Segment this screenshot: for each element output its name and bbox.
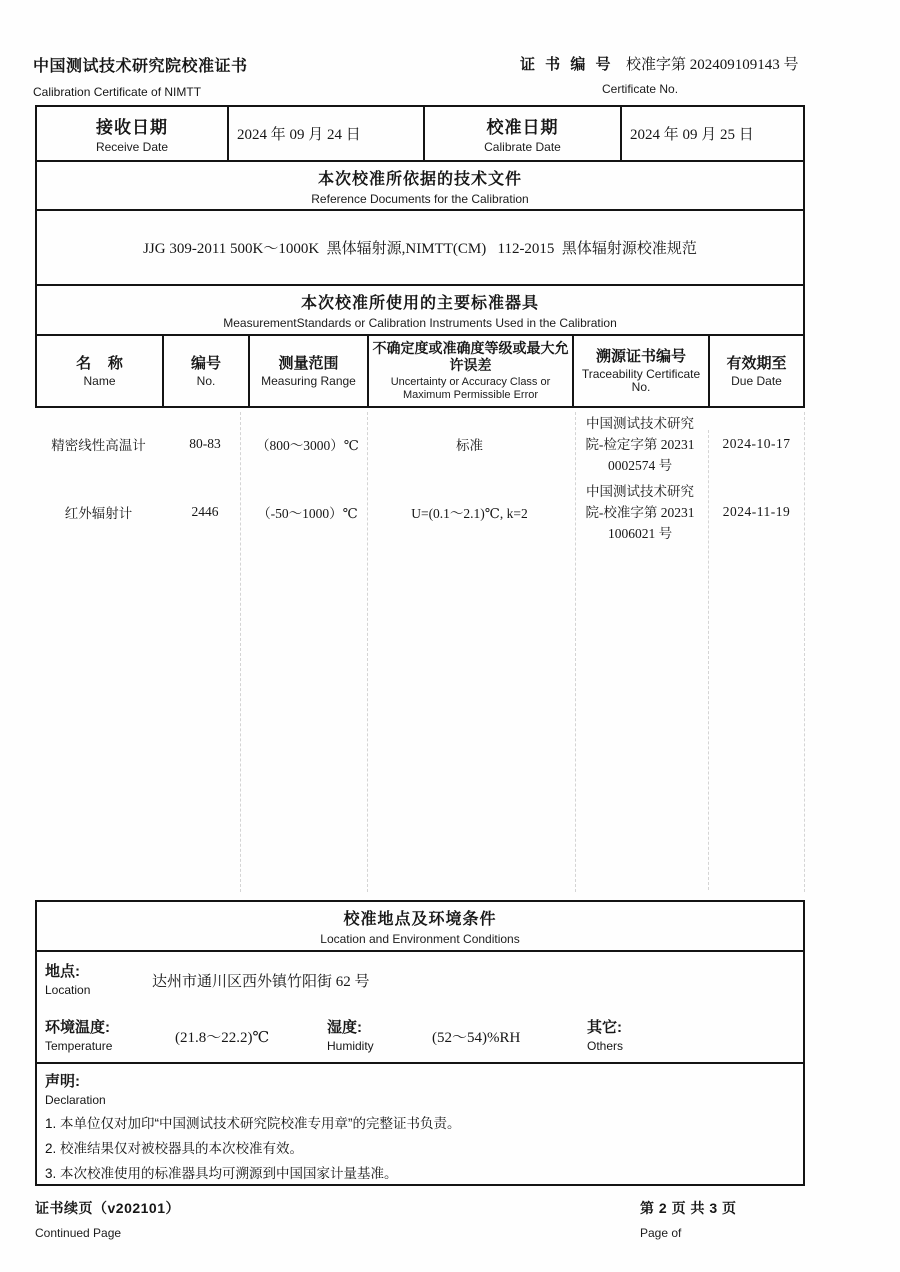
certificate-header-left — [33, 53, 248, 99]
receive-date-label-cell — [37, 107, 229, 160]
location-label: 地点: Location — [45, 963, 91, 997]
environment-row — [37, 1008, 803, 1064]
due-date: 2024-10-17 — [722, 436, 791, 451]
certificate-title-en: Calibration Certificate of NIMTT — [33, 85, 202, 99]
page-footer — [35, 1198, 805, 1254]
certificate-title-cn: 中国测试技术研究院校准证书 — [33, 58, 248, 75]
page-number-cn: 第 2 页 共 3 页 — [640, 1200, 737, 1216]
uncertainty-value: U=(0.1～2.1)℃, k=2 — [411, 506, 528, 521]
standards-title-cn: 本次校准所使用的主要标准器具 — [300, 295, 539, 312]
certificate-no-label-cn: 证 书 编 号 — [520, 56, 614, 73]
certificate-no-line — [520, 53, 870, 74]
calibrate-date-value: 2024 年 09 月 25 日 — [630, 127, 754, 143]
column-header-due-date: 有效期至 Due Date — [726, 354, 787, 388]
scan-artifact-line — [367, 412, 368, 892]
dates-table — [35, 105, 805, 162]
scan-artifact-line — [708, 430, 709, 890]
humidity-value: (52～54)%RH — [432, 1030, 521, 1046]
location-value: 达州市通川区西外镇竹阳街 62 号 — [152, 974, 370, 990]
certificate-header-right — [520, 53, 870, 96]
standards-section-title — [35, 284, 805, 336]
receive-date-label-en: Receive Date — [95, 140, 169, 154]
temperature-label: 环境温度: Temperature — [45, 1019, 113, 1053]
standards-table-row — [35, 410, 805, 478]
receive-date-label-cn: 接收日期 — [96, 118, 168, 137]
continued-page-cn: 证书续页（v202101） — [35, 1200, 181, 1216]
reference-documents-title — [35, 160, 805, 211]
continued-page-en: Continued Page — [35, 1226, 122, 1240]
instrument-no: 2446 — [191, 504, 219, 519]
scan-artifact-line — [575, 412, 576, 892]
declaration-items — [45, 1111, 795, 1186]
temperature-value: (21.8～22.2)℃ — [175, 1030, 270, 1046]
footer-right — [640, 1198, 737, 1240]
scan-artifact-line — [240, 412, 241, 892]
traceability-certificate-no: 中国测试技术研究 院-检定字第 20231 0002574 号 — [585, 415, 695, 473]
reference-documents-content: JJG 309-2011 500K～1000K 黑体辐射源,NIMTT(CM) 112-2015 黑体辐射源校准规范 — [35, 209, 805, 286]
instrument-no: 80-83 — [189, 436, 221, 451]
reference-title-en: Reference Documents for the Calibration — [311, 191, 529, 206]
standards-table-header — [35, 334, 805, 408]
declaration-item-3: 3. 本次校准使用的标准器具均可溯源到中国国家计量基准。 — [45, 1166, 398, 1181]
others-label: 其它: Others — [587, 1019, 624, 1053]
traceability-certificate-no: 中国测试技术研究 院-校准字第 20231 1006021 号 — [585, 483, 695, 541]
uncertainty-value: 标准 — [456, 438, 483, 453]
declaration-section — [37, 1064, 803, 1186]
standards-table-row — [35, 477, 805, 547]
instrument-name: 红外辐射计 — [64, 506, 133, 521]
reference-title-cn: 本次校准所依据的技术文件 — [317, 170, 522, 188]
calibrate-date-label-cn: 校准日期 — [486, 118, 559, 137]
instrument-name: 精密线性高温计 — [51, 438, 146, 453]
certificate-no-value: 校准字第 202409109143 号 — [625, 57, 799, 73]
measuring-range: （-50～1000）℃ — [257, 506, 358, 521]
location-title-en: Location and Environment Conditions — [320, 932, 520, 946]
column-header-no: 编号 No. — [164, 336, 250, 406]
column-header-measuring-range: 测量范围 Measuring Range — [250, 336, 369, 406]
location-row — [37, 952, 803, 1008]
due-date: 2024-11-19 — [722, 504, 791, 519]
page-number-en: Page of — [640, 1226, 682, 1240]
location-environment-box — [35, 900, 805, 1186]
measuring-range: （800～3000）℃ — [256, 438, 359, 453]
declaration-label: 声明: Declaration — [45, 1073, 106, 1107]
declaration-item-1: 1. 本单位仅对加印“中国测试技术研究院校准专用章”的完整证书负责。 — [45, 1116, 461, 1131]
calibrate-date-label-en: Calibrate Date — [484, 140, 561, 154]
location-section-title — [37, 902, 803, 952]
calibrate-date-label-cell — [425, 107, 622, 160]
column-header-name: 名 称 Name — [37, 336, 164, 406]
humidity-label: 湿度: Humidity — [327, 1019, 374, 1053]
declaration-item-2: 2. 校准结果仅对被校器具的本次校准有效。 — [45, 1141, 304, 1156]
standards-title-en: MeasurementStandards or Calibration Instruments Used in the Calibration — [223, 316, 617, 330]
scan-artifact-line — [804, 412, 805, 892]
column-header-traceability: 溯源证书编号 Traceability Certificate No. — [574, 336, 710, 406]
column-header-uncertainty: 不确定度或准确度等级或最大允许误差 Uncertainty or Accuracy Class or Maximum Permissible Error — [369, 336, 574, 406]
certificate-no-label-en: Certificate No. — [602, 82, 679, 96]
location-title-cn: 校准地点及环境条件 — [343, 911, 497, 928]
receive-date-value: 2024 年 09 月 24 日 — [229, 107, 425, 160]
